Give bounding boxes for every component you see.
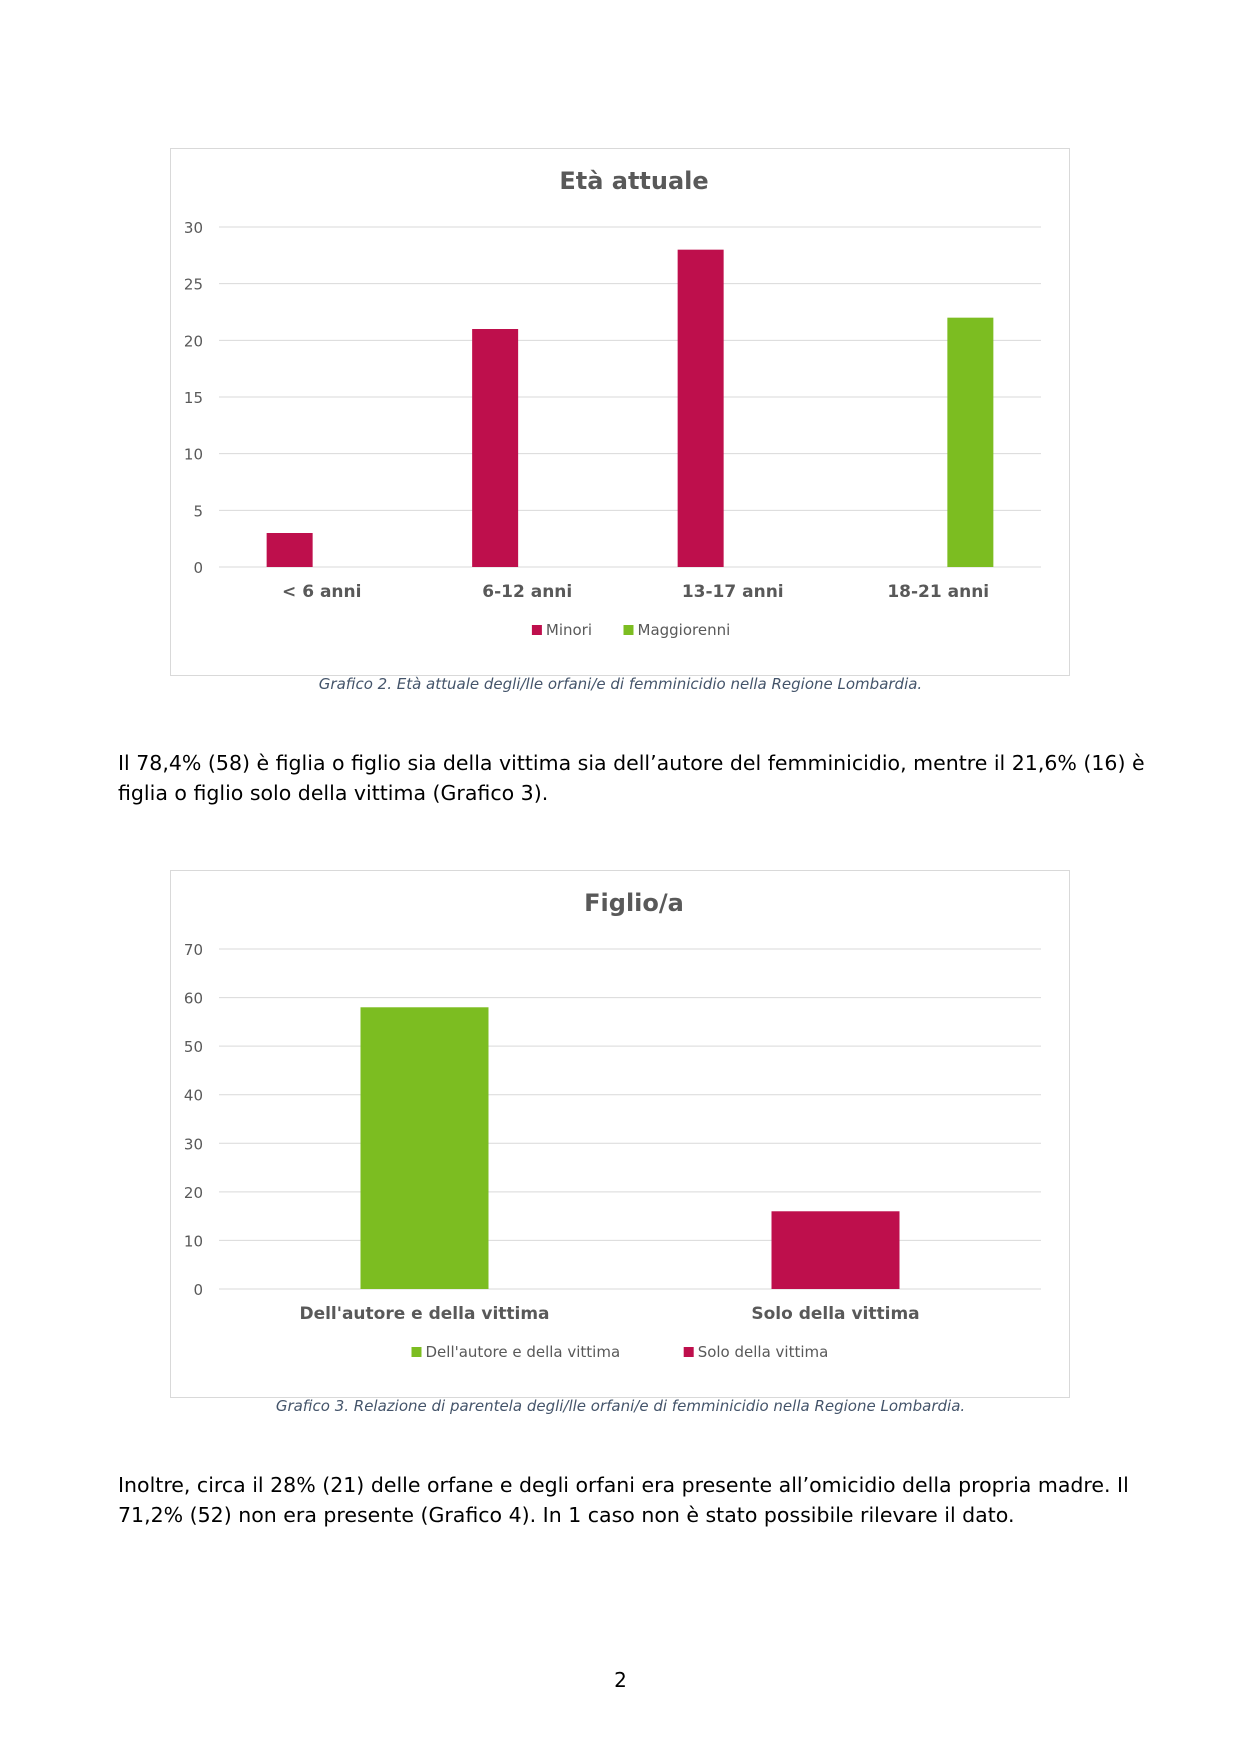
chart-title: Figlio/a [584, 889, 684, 917]
y-tick-label: 20 [183, 1183, 203, 1202]
bar [947, 318, 993, 567]
chart-caption: Grafico 2. Età attuale degli/lle orfani/e di femminicidio nella Regione Lombardia. [318, 675, 923, 693]
y-tick-label: 40 [183, 1086, 203, 1105]
x-tick-label: Solo della vittima [751, 1304, 920, 1324]
legend-swatch [684, 1347, 694, 1357]
chart-eta-attuale [170, 148, 1070, 676]
y-tick-label: 50 [183, 1038, 203, 1057]
y-tick-label: 10 [183, 445, 203, 464]
y-tick-label: 70 [183, 941, 203, 959]
paragraph-line: Il 78,4% (58) è figlia o figlio sia della vittima sia dell’autore del femminicidio, mentre il 21,6% (16) è [118, 751, 1145, 775]
paragraph-line: 71,2% (52) non era presente (Grafico 4). In 1 caso non è stato possibile rilevare il dato. [118, 1503, 1015, 1527]
y-tick-label: 10 [183, 1232, 203, 1251]
x-tick-label: Dell'autore e della vittima [299, 1304, 550, 1324]
bar [678, 250, 724, 567]
legend-swatch [624, 625, 634, 635]
paragraph-presenza [118, 1470, 1128, 1530]
x-tick-label: 13-17 anni [681, 582, 784, 602]
legend-label: Minori [545, 621, 593, 639]
legend-swatch [412, 1347, 422, 1357]
legend-label: Dell'autore e della vittima [425, 1343, 621, 1361]
bar [472, 329, 518, 567]
chart-figlio [170, 870, 1070, 1398]
legend-swatch [532, 625, 542, 635]
y-tick-label: 20 [183, 332, 203, 351]
chart-eta-attuale-svg [171, 149, 1069, 675]
y-tick-label: 15 [183, 389, 203, 407]
paragraph-line: figlia o figlio solo della vittima (Grafico 3). [118, 781, 549, 805]
y-tick-label: 5 [193, 502, 203, 521]
y-tick-label: 30 [183, 1135, 203, 1154]
chart-title: Età attuale [559, 167, 709, 195]
chart-figlio-svg [171, 871, 1069, 1397]
y-tick-label: 30 [183, 219, 203, 237]
bar [772, 1211, 900, 1289]
y-tick-label: 0 [193, 559, 203, 577]
y-tick-label: 25 [183, 275, 203, 294]
chart-caption: Grafico 3. Relazione di parentela degli/lle orfani/e di femminicidio nella Regione Lombardia. [275, 1397, 966, 1415]
y-tick-label: 60 [183, 989, 203, 1008]
x-tick-label: < 6 anni [282, 582, 362, 602]
legend-label: Solo della vittima [697, 1343, 829, 1361]
legend-label: Maggiorenni [637, 621, 731, 639]
y-tick-label: 0 [193, 1281, 203, 1299]
paragraph-line: Inoltre, circa il 28% (21) delle orfane e degli orfani era presente all’omicidio della propria madre. Il [118, 1473, 1129, 1497]
page-number: 2 [614, 1668, 627, 1692]
paragraph-figlio [118, 748, 1145, 808]
x-tick-label: 6-12 anni [482, 582, 573, 602]
bar [361, 1007, 489, 1289]
bar [267, 533, 313, 567]
x-tick-label: 18-21 anni [887, 582, 990, 602]
